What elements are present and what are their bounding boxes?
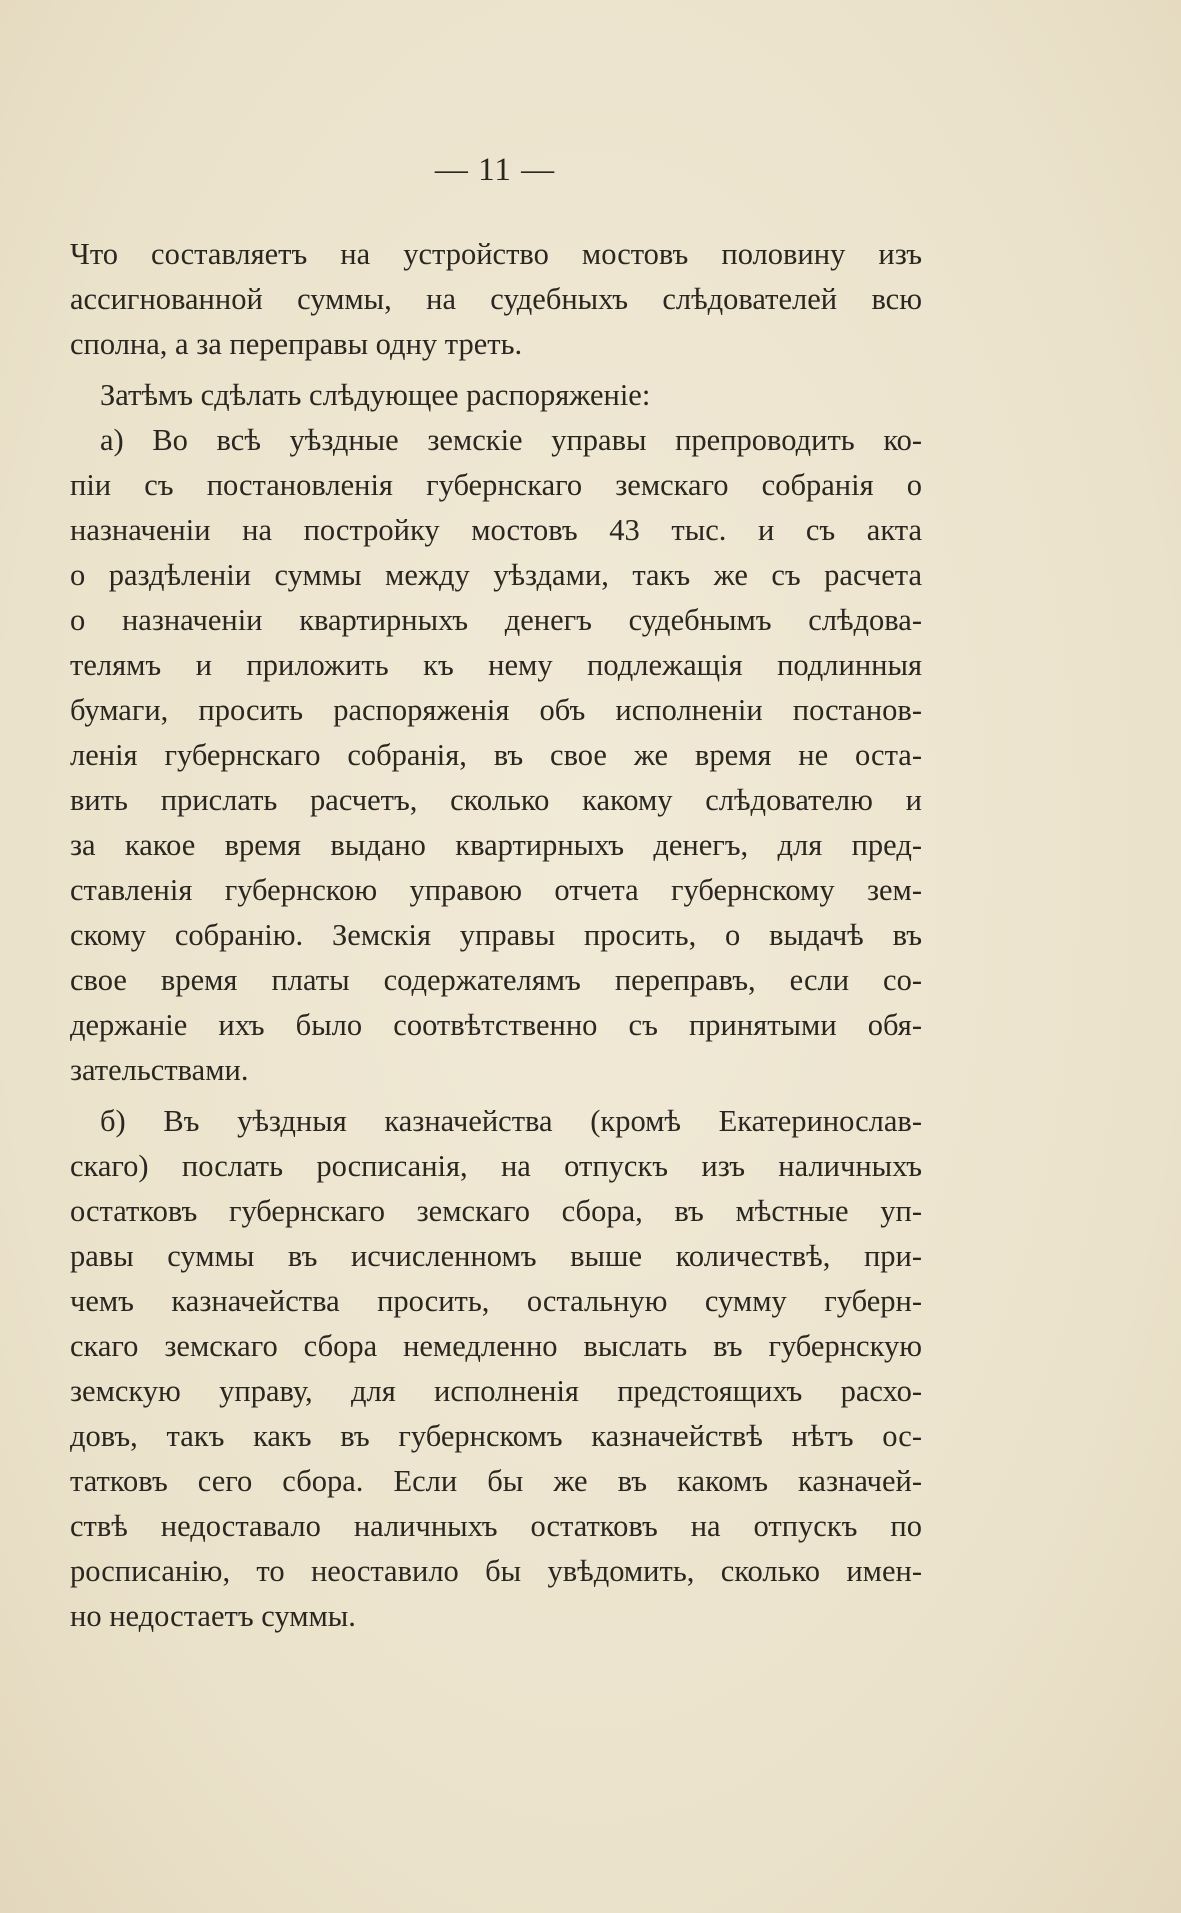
text-line: скаго) послать росписанія, на отпускъ изъ наличныхъ — [70, 1149, 922, 1183]
text-line: ствѣ недоставало наличныхъ остатковъ на отпускъ по — [70, 1509, 922, 1543]
text-line: а) Во всѣ уѣздные земскіе управы препроводить ко- — [100, 423, 922, 457]
text-line: піи съ постановленія губернскаго земскаго собранія о — [70, 468, 922, 502]
text-line: росписанію, то неоставило бы увѣдомить, сколько имен- — [70, 1554, 922, 1588]
text-line: Затѣмъ сдѣлать слѣдующее распоряженіе: — [100, 378, 651, 412]
text-line: б) Въ уѣздныя казначейства (кромѣ Екатеринослав- — [100, 1104, 922, 1138]
text-line: довъ, такъ какъ въ губернскомъ казначействѣ нѣтъ ос- — [70, 1419, 922, 1453]
text-line: держаніе ихъ было соотвѣтственно съ принятыми обя- — [70, 1008, 922, 1042]
text-line: о назначеніи квартирныхъ денегъ судебнымъ слѣдова- — [70, 603, 922, 637]
text-line: земскую управу, для исполненія предстоящихъ расхо- — [70, 1374, 922, 1408]
text-line: скому собранію. Земскія управы просить, о выдачѣ въ — [70, 918, 922, 952]
text-line: о раздѣленіи суммы между уѣздами, такъ же съ расчета — [70, 558, 922, 592]
text-line: чемъ казначейства просить, остальную сумму губерн- — [70, 1284, 922, 1318]
text-line: ставленія губернскою управою отчета губернскому зем- — [70, 873, 922, 907]
text-line: ленія губернскаго собранія, въ свое же время не оста- — [70, 738, 922, 772]
text-line: назначеніи на постройку мостовъ 43 тыс. и съ акта — [70, 513, 922, 547]
text-line: Что составляетъ на устройство мостовъ половину изъ — [70, 237, 922, 271]
text-line: равы суммы въ исчисленномъ выше количествѣ, при- — [70, 1239, 922, 1273]
text-line: вить прислать расчетъ, сколько какому слѣдователю и — [70, 783, 922, 817]
text-line: ассигнованной суммы, на судебныхъ слѣдователей всю — [70, 282, 922, 316]
text-line: за какое время выдано квартирныхъ денегъ, для пред- — [70, 828, 922, 862]
text-line: сполна, а за переправы одну треть. — [70, 327, 523, 361]
text-line: татковъ сего сбора. Если бы же въ какомъ казначей- — [70, 1464, 922, 1498]
text-line: телямъ и приложить къ нему подлежащія подлинныя — [70, 648, 922, 682]
text-line: остатковъ губернскаго земскаго сбора, въ мѣстные уп- — [70, 1194, 922, 1228]
text-line: бумаги, просить распоряженія объ исполненіи постанов- — [70, 693, 922, 727]
text-line: скаго земскаго сбора немедленно выслать въ губернскую — [70, 1329, 922, 1363]
page-number: — 11 — — [434, 152, 556, 188]
text-line: но недостаетъ суммы. — [70, 1599, 356, 1633]
text-line: свое время платы содержателямъ переправъ, если со- — [70, 963, 922, 997]
text-line: зательствами. — [70, 1053, 249, 1087]
